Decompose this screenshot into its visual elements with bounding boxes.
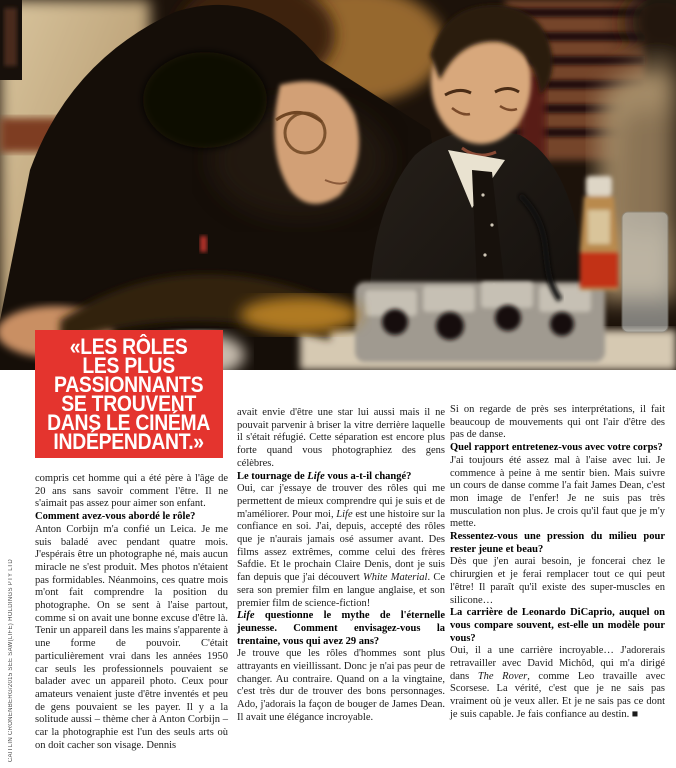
text-run: questionne le mythe de l'éternelle jeunesse. Comment envisagez-vous la trentaine, vous qui avez 29 ans?: [237, 610, 445, 647]
text-run: Le tournage de: [237, 470, 308, 482]
text-run: Quel rapport entretenez-vous avec votre corps?: [450, 442, 663, 454]
article-column-2: [237, 407, 445, 725]
text-run: Je trouve que les rôles d'hommes sont plus attrayants en vieillissant. Donc je n'ai pas peur de changer. Au contraire. Quand on a la vingtaine, c'est très dur de trouver des bons personnages. Ado, j'adorais la façon de bouger de James Dean. Il avait une élégance incroyable.: [237, 648, 445, 723]
text-run: . Ce sera son premier film en langue anglaise, et son premier film de science-fiction!: [237, 572, 445, 609]
interview-paragraph: [237, 483, 445, 610]
interview-paragraph: [237, 407, 445, 471]
text-run: Ressentez-vous une pression du milieu pour rester jeune et beau?: [450, 531, 665, 555]
pull-quote-line: PASSIONNANTS: [54, 372, 204, 397]
pull-quote-line: INDÉPENDANT.»: [53, 429, 205, 454]
interview-question: [35, 511, 228, 524]
text-run: avait envie d'être une star lui aussi mais il ne pouvait parvenir à briser la vitre derrière laquelle il s'était réfugié. Cette séparation est encore plus forte quand vous photographiez des gens célèbres.: [237, 407, 445, 469]
interview-paragraph: [450, 455, 665, 531]
article-column-3: [450, 404, 665, 722]
interview-paragraph: [35, 524, 228, 753]
interview-question: [237, 471, 445, 484]
pull-quote-text: [47, 334, 211, 454]
text-run: Comment avez-vous abordé le rôle?: [35, 511, 196, 523]
pull-quote-line: SE TROUVENT: [61, 391, 197, 416]
text-run: Life: [237, 610, 255, 622]
text-run: The Rover: [477, 670, 528, 682]
text-run: Dès que j'en aurai besoin, je foncerai chez le chirurgien et je ferai remplacer tout ce qui peut l'être! Il paraît qu'il existe des super-muscles en silicone…: [450, 556, 665, 606]
text-run: La carrière de Leonardo DiCaprio, auquel on vous compare souvent, est-elle un modèle pour vous?: [450, 607, 665, 644]
text-run: J'ai toujours été assez mal à l'aise avec lui. Je commence à peine à me sentir bien. Mais suivre un cours de danse comme l'a fait James Dean, c'est mon image de l'enfer! Je ne suis pas très musculation non plus. Je crois qu'il faut que je m'y mette.: [450, 454, 665, 530]
text-run: Life: [307, 470, 325, 482]
interview-paragraph: [450, 404, 665, 442]
pull-quote-line: LES PLUS: [82, 353, 176, 378]
text-run: Oui, il a une carrière incroyable… J'adorerais retravailler avec David Michôd, qui m'a dirigé dans: [450, 645, 665, 682]
interview-question: [450, 607, 665, 645]
article-column-1: [35, 473, 228, 752]
pull-quote: [35, 330, 223, 458]
interview-paragraph: [450, 645, 665, 721]
text-run: Anton Corbijn m'a confié un Leica. Je me suis baladé avec pendant quatre mois. J'espérais être un photographe né, mais aucun miracle ne s'est produit. Mes photos n'étaient pas formidables. Néanmoins, ces quatre mois m'ont fait comprendre la position du photographe. On se sent à l'aise partout, comme si on avait une bonne excuse d'être là. Tenir un appareil dans les mains s'apparente à une forme de pouvoir. C'était particulièrement vrai dans les années 1950 car seuls les professionnels pouvaient se balader avec un appareil photo. Ceux pour amateurs venaient juste d'être inventés et peu de gens pouvaient se les payer. Il y a la solitude aussi – thème cher à Anton Corbijn – car la photographie est l'un des seuls arts où on doit cacher son visage. Dennis: [35, 523, 228, 751]
text-run: Si on regarde de près ses interprétations, il fait beaucoup de mouvements qui ont l'air d'être des pas de danse.: [450, 404, 665, 441]
drinking-glass: [622, 212, 668, 332]
interview-question: [450, 531, 665, 556]
interview-paragraph: [237, 648, 445, 724]
interview-paragraph: [450, 556, 665, 607]
text-run: Oui, car j'essaye de trouver des rôles qui me permettent de mieux comprendre qui je suis et de m'améliorer. Pour moi,: [237, 483, 445, 520]
interview-question: [237, 610, 445, 648]
interview-question: [450, 442, 665, 455]
pull-quote-line: «LES RÔLES: [70, 334, 188, 359]
hero-photo: [0, 0, 676, 370]
text-run: est une histoire sur la confiance en soi. J'ai, depuis, accepté des rôles que je n'aurais jamais osé assumer avant. Des films assez extrêmes, comme celui des frères Safdie. Et le prochain Claire Denis, dont je suis fan depuis que j'ai découvert: [237, 508, 445, 584]
text-run: compris cet homme qui a été père à l'âge de 20 ans sans savoir comment l'être. Il ne s'aimait pas assez pour aimer son enfant.: [35, 473, 228, 510]
text-run: vous a-t-il changé?: [324, 470, 412, 482]
text-run: , comme Leo travaille avec Scorsese. La vérité, c'est que je ne sais pas vraiment où je veux aller. Et je ne sais pas ce dont je suis capable. Je fais confiance au destin. ■: [450, 670, 666, 720]
text-run: Life: [336, 508, 353, 520]
photo-credit: CAITLIN CRONENBERG/2015 SEE SAW(LIFE) HOLDINGS PTY LTD: [8, 558, 14, 762]
pull-quote-line: DANS LE CINÉMA: [47, 410, 211, 435]
text-run: White Material: [362, 572, 428, 584]
gold-cuff: [240, 297, 360, 333]
actor-left-fur-collar: [143, 52, 267, 148]
interview-paragraph: [35, 473, 228, 511]
